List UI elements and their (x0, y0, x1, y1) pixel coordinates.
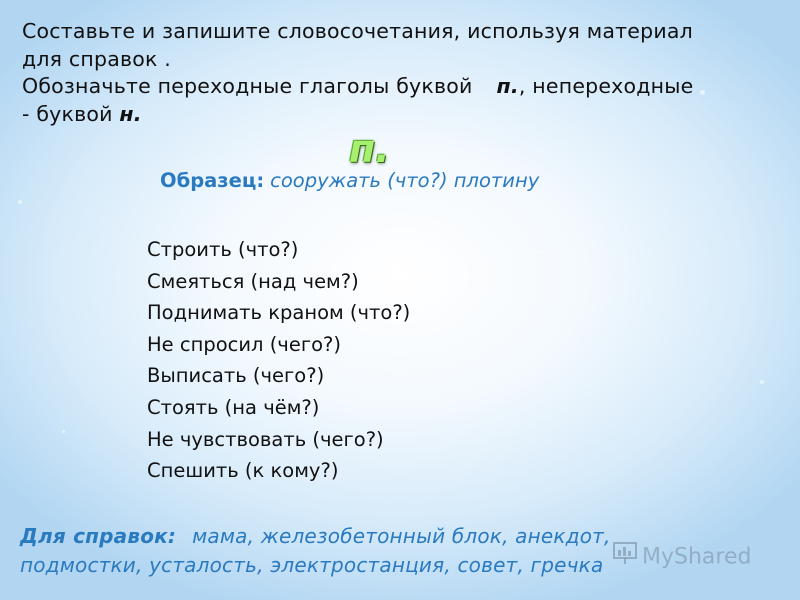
watermark (612, 540, 772, 570)
task-item: Выписать (чего?) (147, 364, 325, 388)
instruction-segment: - буквой (22, 101, 113, 126)
sample-example: сооружать (что?) плотину (270, 169, 540, 192)
reference-line: подмостки, усталость, электростанция, совет, гречка (20, 552, 604, 577)
instruction-line: для справок . (22, 46, 172, 71)
task-list (147, 234, 410, 487)
sample-label: Образец: (160, 169, 265, 192)
background-sparkle (62, 430, 65, 433)
background-sparkle (760, 380, 764, 384)
task-item: Не спросил (чего?) (147, 332, 341, 356)
task-item: Не чувствовать (чего?) (147, 427, 384, 451)
instruction-segment: Обозначьте переходные глаголы буквой (22, 74, 473, 98)
instruction-line (22, 101, 782, 129)
intransitive-mark: н. (119, 101, 142, 126)
reference-block (20, 522, 611, 579)
reference-line (20, 522, 611, 551)
instruction-line (22, 73, 782, 101)
instruction-text (22, 18, 782, 128)
reference-label: Для справок: (20, 524, 177, 548)
transitive-mark: п. (496, 74, 519, 98)
task-item: Строить (что?) (147, 238, 299, 261)
task-item: Поднимать краном (что?) (147, 301, 411, 325)
answer-mark: п. (349, 127, 390, 171)
watermark-text: MyShared (642, 544, 752, 570)
sample-line (160, 167, 539, 195)
reference-words: мама, железобетонный блок, анекдот, (192, 524, 611, 548)
task-item: Стоять (на чём?) (147, 395, 320, 419)
background-sparkle (540, 250, 543, 253)
task-item: Смеяться (над чем?) (147, 269, 359, 293)
instruction-segment: , непереходные (518, 74, 694, 98)
presentation-chart-icon (612, 540, 638, 575)
task-item: Спешить (к кому?) (147, 459, 339, 483)
instruction-line: Составьте и запишите словосочетания, используя материал (22, 19, 693, 43)
background-sparkle (18, 200, 22, 204)
